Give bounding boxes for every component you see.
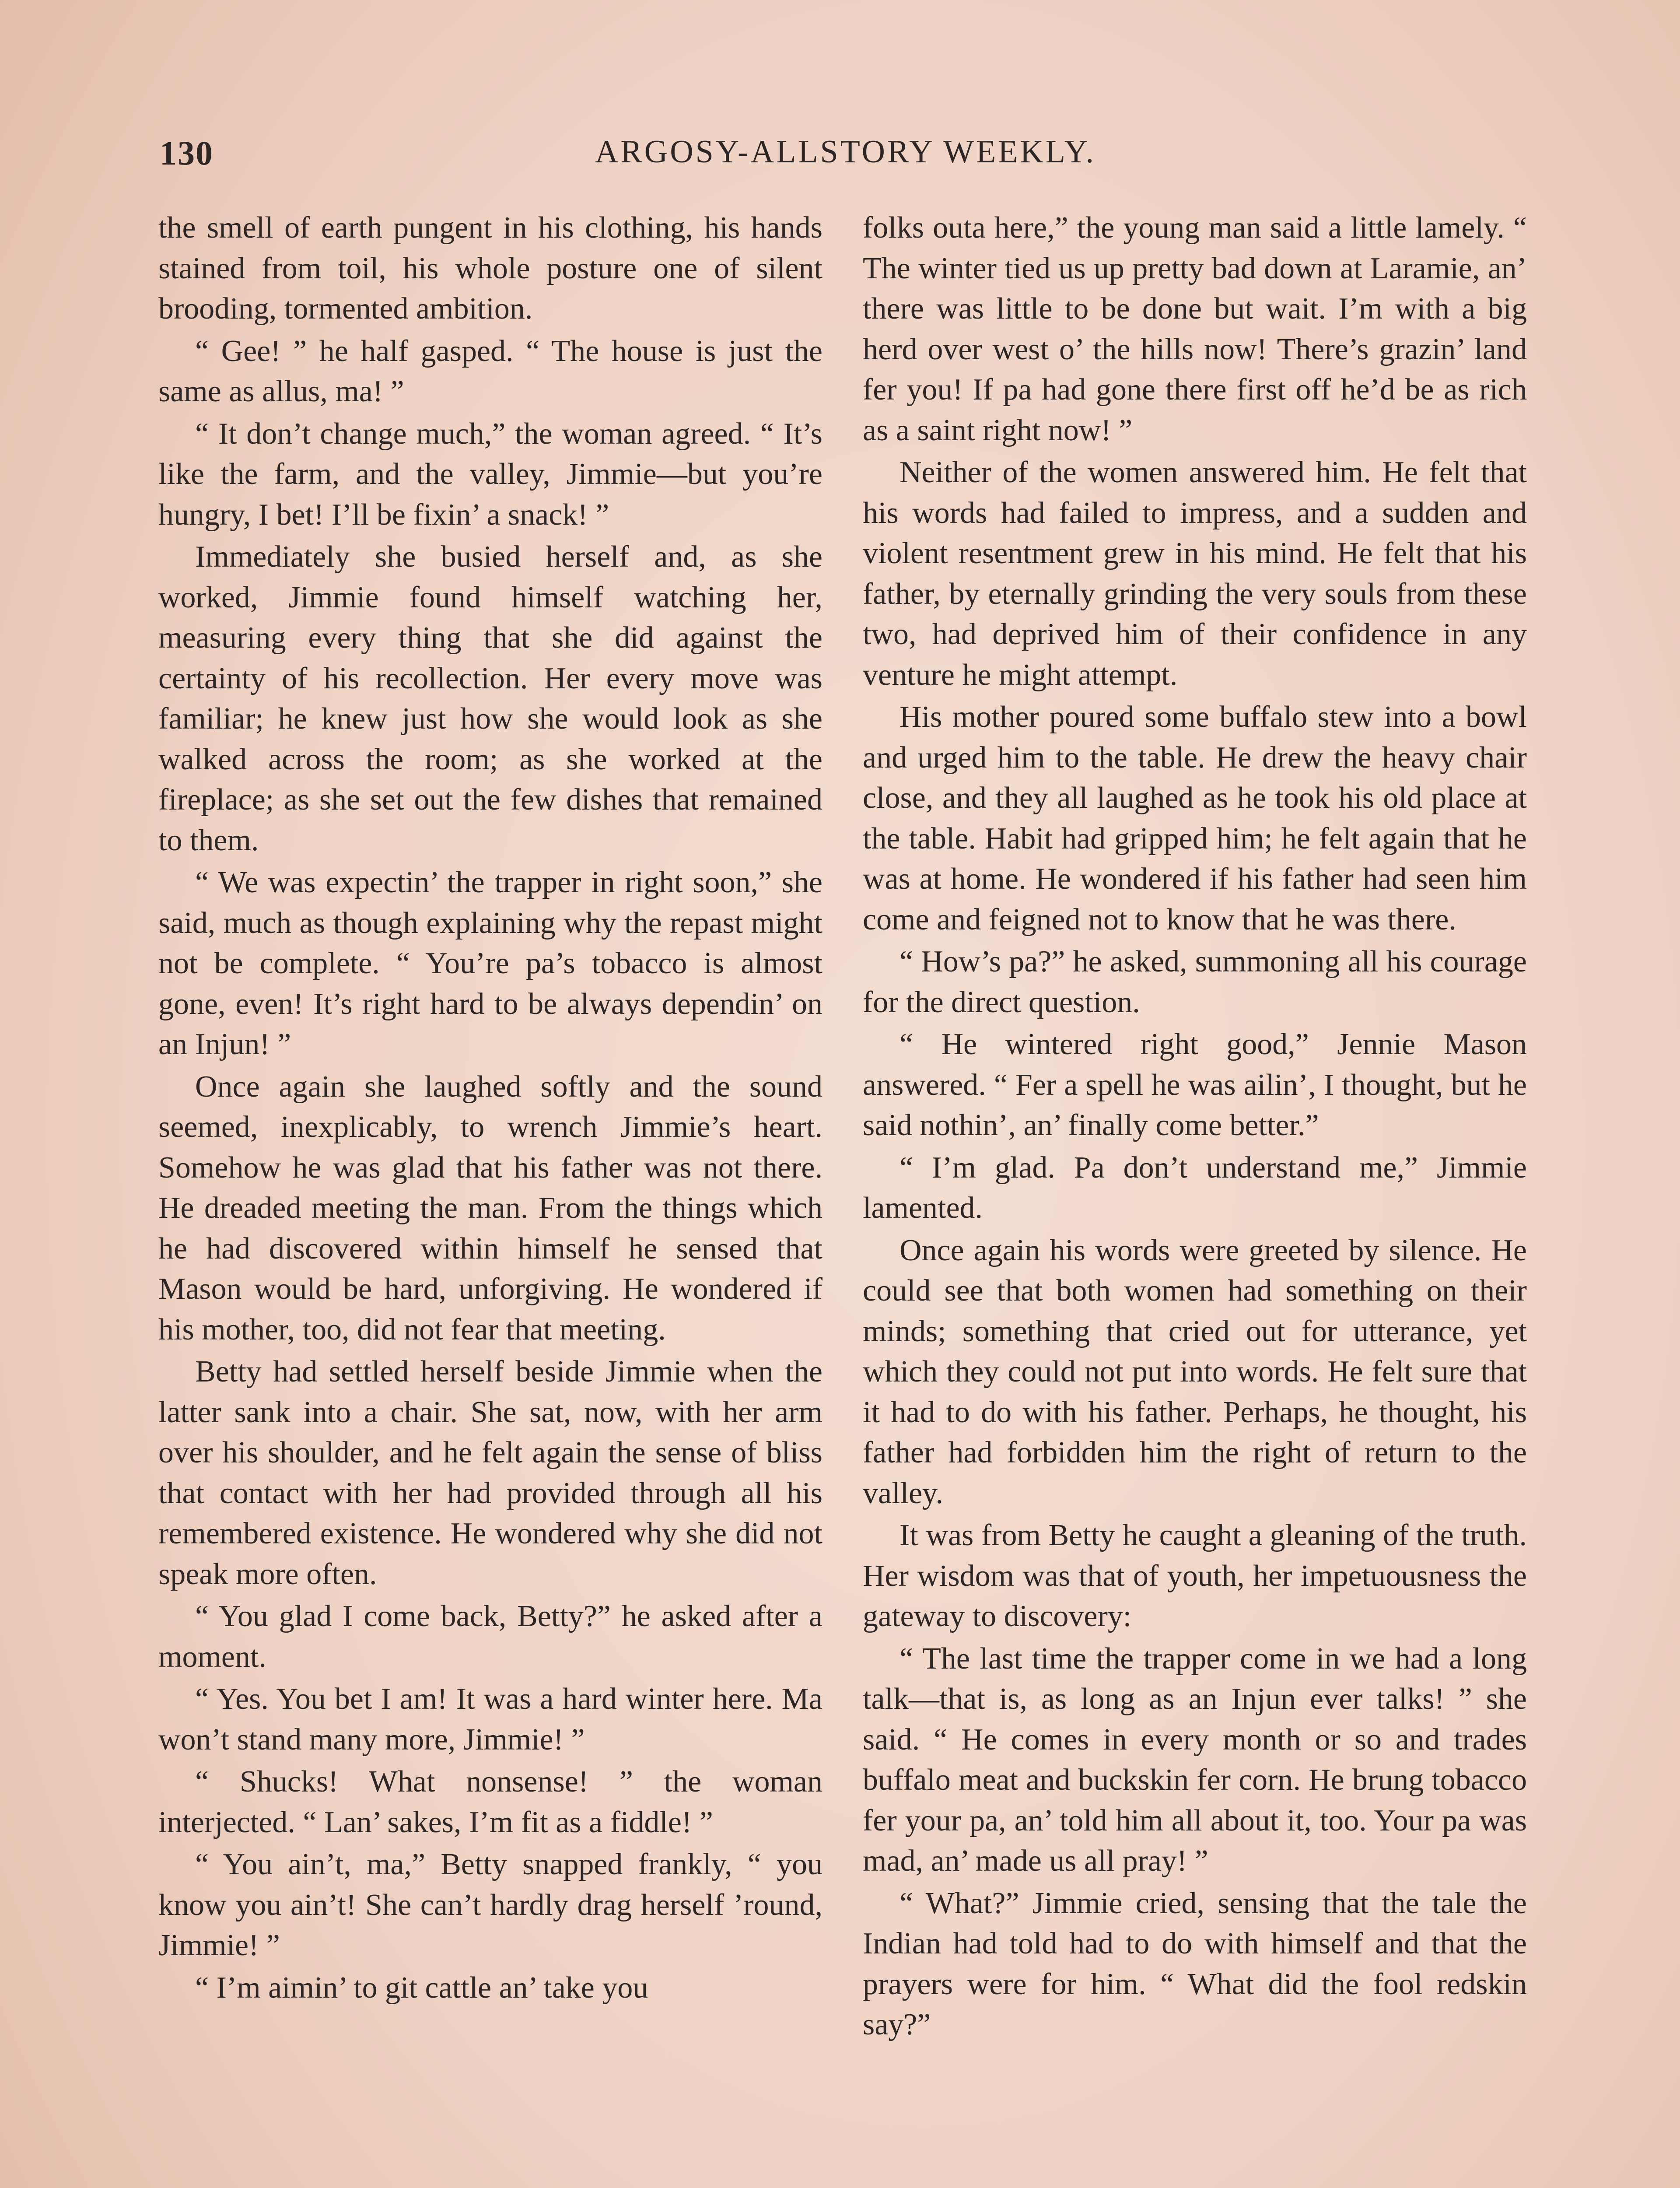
paragraph: folks outa here,” the young man said a little lamely. “ The winter tied us up pretty bad down at Laramie, an’ there was little to be done but wait. I’m with a big herd over west o’ the hills now! There’s grazin’ land fer you! If pa had gone there first off he’d be as rich as a saint right now! ” [863, 211, 1527, 447]
paragraph: “ Yes. You bet I am! It was a hard winter here. Ma won’t stand many more, Jimmie! ” [158, 1682, 822, 1757]
paragraph: “ Shucks! What nonsense! ” the woman interjected. “ Lan’ sakes, I’m fit as a fiddle! ” [158, 1765, 822, 1839]
paragraph: “ Gee! ” he half gasped. “ The house is just the same as allus, ma! ” [158, 334, 822, 408]
paragraph: Once again his words were greeted by silence. He could see that both women had something on their minds; something that cried out for utterance, yet which they could not put into words. He felt sure that it had to do with his father. Perhaps, he thought, his father had forbidden him the right of return to the valley. [863, 1233, 1527, 1510]
paragraph: “ What?” Jimmie cried, sensing that the tale the Indian had told had to do with himself and that the prayers were for him. “ What did the fool redskin say?” [863, 1886, 1527, 2041]
paragraph: Once again she laughed softly and the sound seemed, inexplicably, to wrench Jimmie’s heart. Somehow he was glad that his father was not there. He dreaded meeting the man. From the things which he had discovered within himself he sensed that Mason would be hard, unforgiving. He wondered if his mother, too, did not fear that meeting. [158, 1069, 822, 1346]
page-number: 130 [160, 134, 214, 172]
paragraph: “ I’m aimin’ to git cattle an’ take you [195, 1971, 648, 2005]
paragraph: Neither of the women answered him. He felt that his words had failed to impress, and a sudden and violent resentment grew in his mind. He felt that his father, by eternally grinding the very souls from these two, had deprived him of their confidence in any venture he might attempt. [863, 456, 1527, 692]
paragraph: Betty had settled herself beside Jimmie when the latter sank into a chair. She sat, now, with her arm over his shoulder, and he felt again the sense of bliss that contact with her had provided through all his remembered existence. He wondered why she did not speak more often. [158, 1355, 822, 1591]
paragraph: “ You ain’t, ma,” Betty snapped frankly, “ you know you ain’t! She can’t hardly drag herself ’round, Jimmie! ” [158, 1848, 822, 1962]
paragraph: the smell of earth pungent in his clothing, his hands stained from toil, his whole posture one of silent brooding, tormented ambition. [158, 211, 822, 326]
paragraph: “ I’m glad. Pa don’t understand me,” Jimmie lamented. [863, 1150, 1527, 1225]
right-column [863, 208, 1527, 2047]
left-column [158, 208, 822, 2010]
paragraph: “ He wintered right good,” Jennie Mason answered. “ Fer a spell he was ailin’, I thought, but he said nothin’, an’ finally come better.” [863, 1027, 1527, 1142]
paragraph: Immediately she busied herself and, as she worked, Jimmie found himself watching her, measuring every thing that she did against the certainty of his recollection. Her every move was familiar; he knew just how she would look as she walked across the room; as she worked at the fireplace; as she set out the few dishes that remained to them. [158, 540, 822, 857]
paragraph: It was from Betty he caught a gleaning of the truth. Her wisdom was that of youth, her impetuousness the gateway to discovery: [863, 1518, 1527, 1633]
running-head: ARGOSY-ALLSTORY WEEKLY. [595, 134, 1096, 170]
paragraph: His mother poured some buffalo stew into a bowl and urged him to the table. He drew the heavy chair close, and they all laughed as he took his old place at the table. Habit had gripped him; he felt again that he was at home. He wondered if his father had seen him come and feigned not to know that he was there. [863, 700, 1527, 936]
paragraph: “ It don’t change much,” the woman agreed. “ It’s like the farm, and the valley, Jimmie—but you’re hungry, I bet! I’ll be fixin’ a snack! ” [158, 417, 822, 532]
paragraph: “ You glad I come back, Betty?” he asked after a moment. [158, 1599, 822, 1674]
paragraph: “ How’s pa?” he asked, summoning all his courage for the direct question. [863, 945, 1527, 1019]
page-header [160, 133, 1531, 182]
paragraph: “ The last time the trapper come in we had a long talk—that is, as long as an Injun ever talks! ” she said. “ He comes in every month or so and trades buffalo meat and buckskin fer corn. He brung tobacco fer your pa, an’ told him all about it, too. Your pa was mad, an’ made us all pray! ” [863, 1641, 1527, 1878]
paragraph: “ We was expectin’ the trapper in right soon,” she said, much as though explaining why the repast might not be complete. “ You’re pa’s tobacco is almost gone, even! It’s right hard to be always dependin’ on an Injun! ” [158, 866, 822, 1061]
